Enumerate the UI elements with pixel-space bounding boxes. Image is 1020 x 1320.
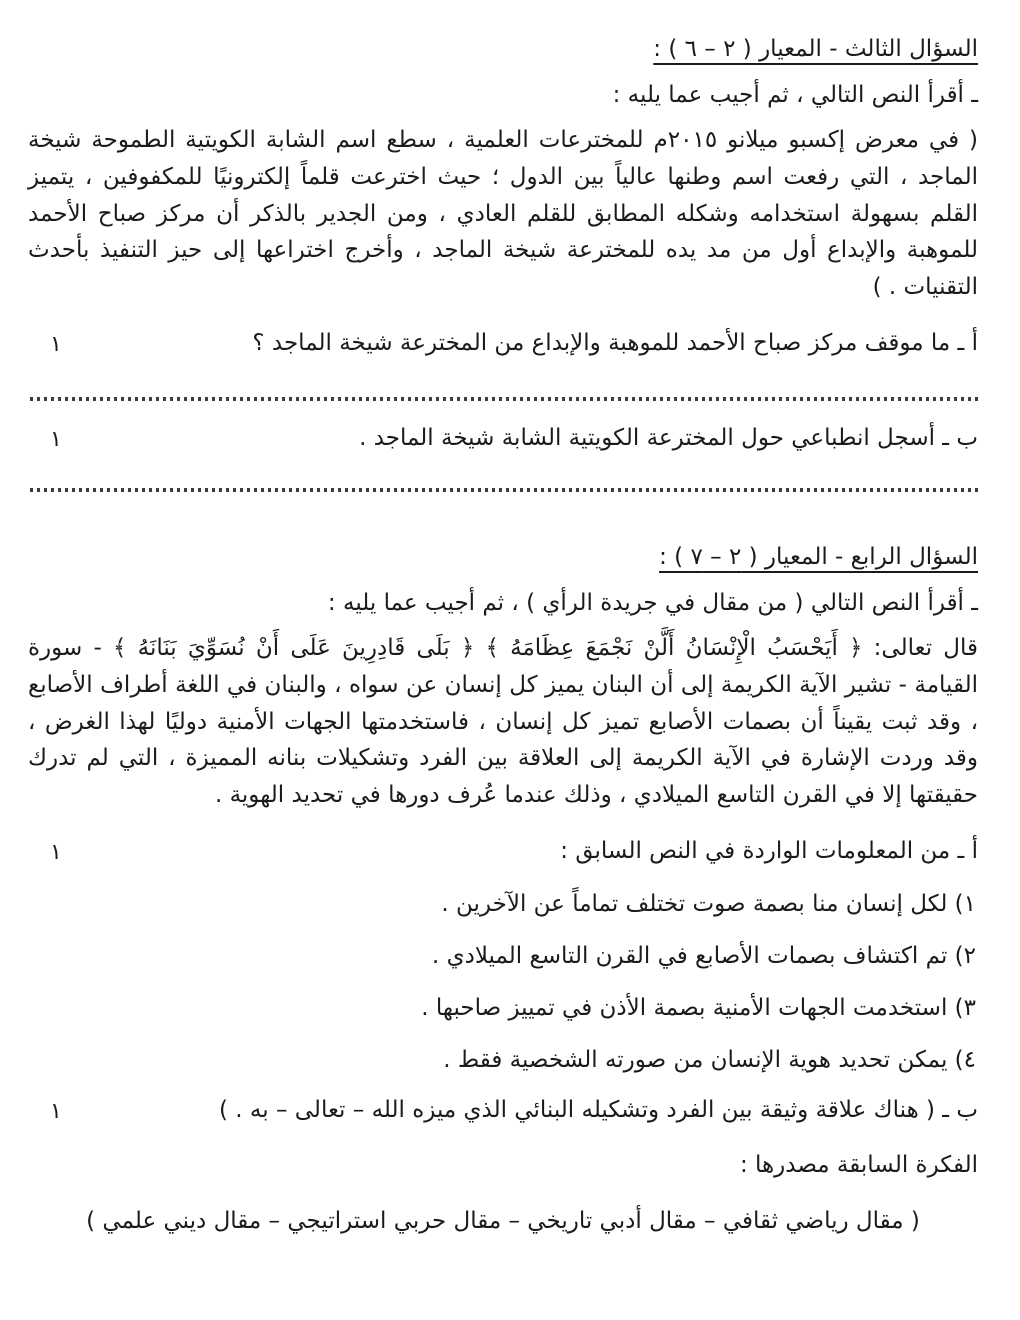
section3-passage: ( في معرض إكسبو ميلانو ٢٠١٥م للمخترعات العلمية ، سطع اسم الشابة الكويتية الطموحة شيخة الماجد ، التي رفعت اسم وطنها عالياً بين الدول ؛ حيث اخترعت قلماً إلكترونيًا للمكفوفين ، يتميز القلم بسهولة استخدامه وشكله المطابق للقلم العادي ، ومن الجدير بالذكر أن مركز صباح الأحمد للموهبة والإبداع أول من مد يده للمخترعة شيخة الماجد ، وأخرج اختراعها إلى حيز التنفيذ بأحدث التقنيات . ) — [28, 127, 978, 301]
answer-dotted-line — [28, 488, 978, 492]
source-prompt: الفكرة السابقة مصدرها : — [739, 1151, 978, 1178]
mc-option-2: ٢) تم اكتشاف بصمات الأصابع في القرن التاسع الميلادي . — [431, 942, 976, 969]
section4-question-b-row — [28, 1097, 978, 1124]
section-question-4 — [28, 544, 978, 1234]
section4-passage: قال تعالى: ﴿ أَيَحْسَبُ الْإِنْسَانُ أَلَّنْ نَجْمَعَ عِظَامَهُ ﴾ ﴿ بَلَى قَادِرِينَ عَلَى أَنْ نُسَوِّيَ بَنَانَهُ ﴾ - سورة القيامة - تشير الآية الكريمة إلى أن البنان يميز كل إنسان عن سواه ، والبنان في اللغة أطراف الأصابع ، وقد ثبت يقيناً أن بصمات الأصابع تميز كل إنسان ، فاستخدمتها الجهات الأمنية دوليًا لهذا الغرض ، وقد وردت الإشارة في الآية الكريمة إلى العلاقة بين الفرد وتشكيلات بنانه المميزة ، التي لم تدرك حقيقتها إلا في القرن التاسع الميلادي ، وذلك عندما عُرف دورها في تحديد الهوية . — [28, 634, 978, 809]
section4-instruction: ـ أقرأ النص التالي ( من مقال في جريدة الرأي ) ، ثم أجيب عما يليه : — [327, 589, 978, 616]
section3-question-a-text: أ ـ ما موقف مركز صباح الأحمد للموهبة والإبداع من المخترعة شيخة الماجد ؟ — [252, 329, 978, 356]
answer-dotted-line — [28, 397, 978, 401]
section3-question-b-row — [28, 425, 978, 452]
section3-question-a-mark: ١ — [50, 331, 62, 357]
mc-option-1: ١) لكل إنسان منا بصمة صوت تختلف تماماً عن الآخرين . — [441, 890, 976, 917]
mc-option-3: ٣) استخدمت الجهات الأمنية بصمة الأذن في تمييز صاحبها . — [421, 994, 976, 1021]
section4-header — [28, 544, 978, 570]
section4-question-a-mark: ١ — [50, 839, 62, 865]
section3-question-a-row — [28, 330, 978, 357]
section4-question-b-mark: ١ — [50, 1098, 62, 1124]
section4-header-text: السؤال الرابع - المعيار ( ٢ – ٧ ) : — [659, 543, 978, 570]
section3-question-b-text: ب ـ أسجل انطباعي حول المخترعة الكويتية الشابة شيخة الماجد . — [359, 424, 978, 451]
section3-header-text: السؤال الثالث - المعيار ( ٢ – ٦ ) : — [653, 36, 978, 62]
section4-question-a-text: أ ـ من المعلومات الواردة في النص السابق : — [560, 837, 978, 864]
source-options: ( مقال رياضي ثقافي – مقال أدبي تاريخي – مقال حربي استراتيجي – مقال ديني علمي ) — [86, 1207, 920, 1234]
section4-question-b-text: ب ـ ( هناك علاقة وثيقة بين الفرد وتشكيله البنائي الذي ميزه الله – تعالى – به . ) — [219, 1096, 978, 1123]
section4-question-a-row — [28, 838, 978, 865]
section3-instruction: ـ أقرأ النص التالي ، ثم أجيب عما يليه : — [612, 82, 978, 108]
section3-question-b-mark: ١ — [50, 426, 62, 452]
section-question-3 — [28, 36, 978, 492]
mc-option-4: ٤) يمكن تحديد هوية الإنسان من صورته الشخصية فقط . — [443, 1046, 976, 1073]
section3-header — [28, 36, 978, 62]
